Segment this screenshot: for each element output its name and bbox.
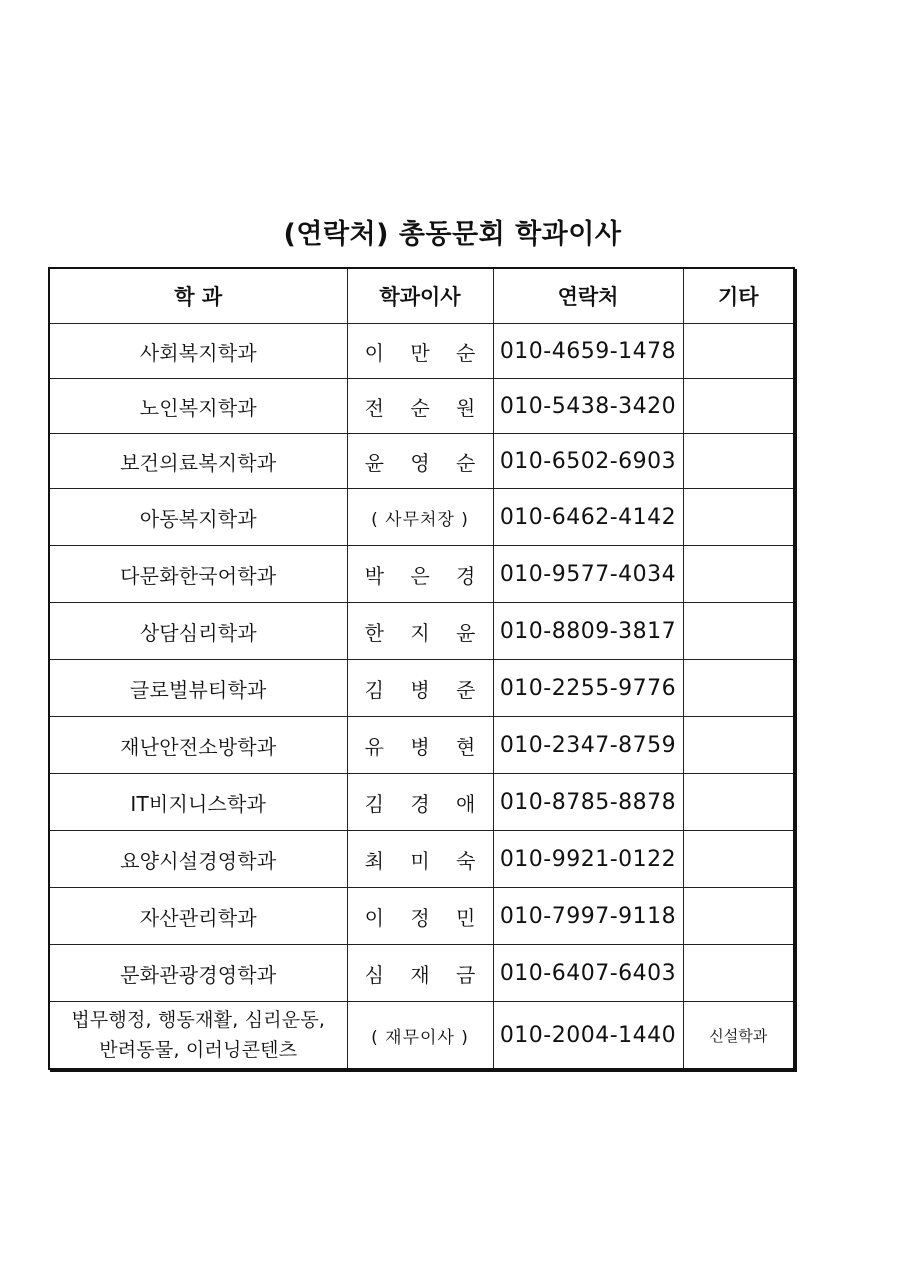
director-cell: ( 재무이사 ) [347, 1002, 493, 1070]
note-cell [683, 660, 794, 717]
director-cell: 전 순 원 [347, 379, 493, 434]
department-cell: 상담심리학과 [49, 603, 347, 660]
table-row [49, 888, 794, 945]
note-cell [683, 717, 794, 774]
department-cell: 재난안전소방학과 [49, 717, 347, 774]
director-cell: 최 미 숙 [347, 831, 493, 888]
note-cell [683, 945, 794, 1002]
director-cell: 윤 영 순 [347, 434, 493, 489]
phone-cell: 010-8809-3817 [493, 603, 683, 660]
department-cell [49, 1002, 347, 1070]
phone-cell: 010-9577-4034 [493, 546, 683, 603]
department-line: 법무행정, 행동재활, 심리운동, [71, 1009, 326, 1031]
table-row [49, 324, 794, 379]
director-cell: 심 재 금 [347, 945, 493, 1002]
phone-cell: 010-6462-4142 [493, 489, 683, 546]
department-cell: 사회복지학과 [49, 324, 347, 379]
table-row [49, 434, 794, 489]
table-row [49, 831, 794, 888]
header-contact: 연락처 [493, 268, 683, 324]
phone-cell: 010-2347-8759 [493, 717, 683, 774]
phone-cell: 010-8785-8878 [493, 774, 683, 831]
director-cell: 김 경 애 [347, 774, 493, 831]
note-cell [683, 888, 794, 945]
department-cell: 보건의료복지학과 [49, 434, 347, 489]
director-cell: 이 만 순 [347, 324, 493, 379]
document-title: (연락처) 총동문회 학과이사 [283, 219, 622, 250]
department-cell: 문화관광경영학과 [49, 945, 347, 1002]
department-cell: 자산관리학과 [49, 888, 347, 945]
director-cell: 한 지 윤 [347, 603, 493, 660]
director-cell: 김 병 준 [347, 660, 493, 717]
note-cell [683, 379, 794, 434]
table-row [49, 1002, 794, 1070]
phone-cell: 010-5438-3420 [493, 379, 683, 434]
phone-cell: 010-4659-1478 [493, 324, 683, 379]
phone-cell: 010-7997-9118 [493, 888, 683, 945]
director-cell: 박 은 경 [347, 546, 493, 603]
note-cell [683, 434, 794, 489]
department-cell: IT비지니스학과 [49, 774, 347, 831]
note-cell [683, 324, 794, 379]
department-cell: 요양시설경영학과 [49, 831, 347, 888]
department-line: 반려동물, 이러닝콘텐츠 [99, 1039, 298, 1061]
phone-cell: 010-6407-6403 [493, 945, 683, 1002]
note-cell [683, 489, 794, 546]
table-row [49, 489, 794, 546]
note-cell [683, 546, 794, 603]
table-row [49, 379, 794, 434]
note-cell [683, 774, 794, 831]
director-cell: 이 정 민 [347, 888, 493, 945]
phone-cell: 010-2255-9776 [493, 660, 683, 717]
department-cell: 아동복지학과 [49, 489, 347, 546]
director-contact-table [48, 267, 795, 1070]
header-note: 기타 [683, 268, 794, 324]
director-cell: 유 병 현 [347, 717, 493, 774]
table-row [49, 603, 794, 660]
director-cell: ( 사무처장 ) [347, 489, 493, 546]
department-cell: 글로벌뷰티학과 [49, 660, 347, 717]
table-row [49, 546, 794, 603]
department-cell: 노인복지학과 [49, 379, 347, 434]
table-row [49, 945, 794, 1002]
note-cell [683, 831, 794, 888]
header-director: 학과이사 [347, 268, 493, 324]
table-header-row [49, 268, 794, 324]
header-department: 학 과 [49, 268, 347, 324]
department-cell: 다문화한국어학과 [49, 546, 347, 603]
phone-cell: 010-2004-1440 [493, 1002, 683, 1070]
note-cell: 신설학과 [683, 1002, 794, 1070]
note-cell [683, 603, 794, 660]
table-row [49, 774, 794, 831]
phone-cell: 010-6502-6903 [493, 434, 683, 489]
table-row [49, 717, 794, 774]
table-row [49, 660, 794, 717]
phone-cell: 010-9921-0122 [493, 831, 683, 888]
